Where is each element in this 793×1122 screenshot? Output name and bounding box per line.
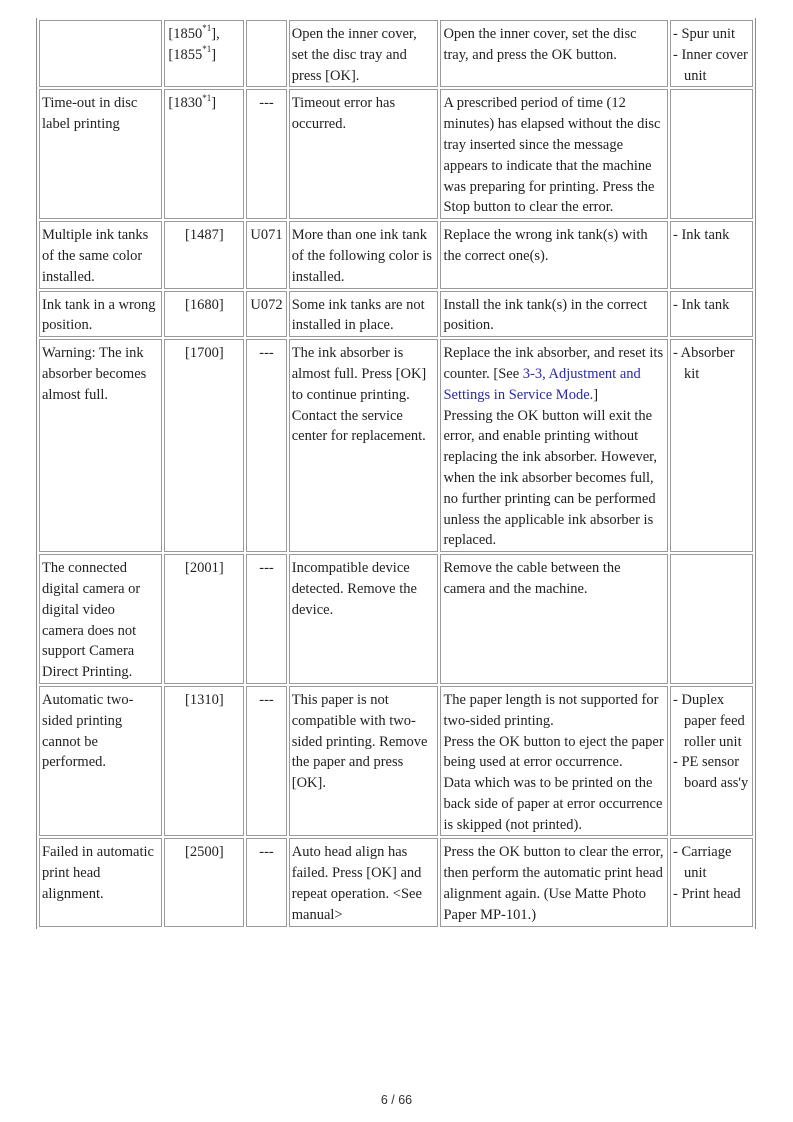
part-item: - PE sensor board ass'y	[673, 754, 749, 792]
table-row	[39, 221, 753, 288]
table-row	[39, 686, 753, 837]
part-item: - Print head	[673, 886, 741, 903]
parts-cell	[670, 291, 753, 338]
ucode-cell	[246, 20, 286, 87]
table-row	[39, 20, 753, 87]
cause-cell: Time-out in disc label printing	[39, 89, 162, 219]
part-item: - Inner cover unit	[673, 46, 748, 84]
part-item: - Ink tank	[673, 227, 730, 244]
cause-cell: Ink tank in a wrong position.	[39, 291, 162, 338]
parts-cell	[670, 686, 753, 837]
cause-cell	[39, 20, 162, 87]
solution-cell: Open the inner cover, set the disc tray, and press the OK button.	[440, 20, 668, 87]
cause-cell: The connected digital camera or digital video camera does not support Camera Direct Printing.	[39, 554, 162, 684]
message-cell: Incompatible device detected. Remove the device.	[289, 554, 439, 684]
solution-cell: Replace the wrong ink tank(s) with the correct one(s).	[440, 221, 668, 288]
ucode-cell: U071	[246, 221, 286, 288]
code-cell: [1487]	[164, 221, 244, 288]
parts-cell	[670, 554, 753, 684]
cause-cell: Automatic two-sided printing cannot be performed.	[39, 686, 162, 837]
ucode-cell: ---	[246, 89, 286, 219]
table-row	[39, 291, 753, 338]
ucode-cell: ---	[246, 339, 286, 552]
message-cell: More than one ink tank of the following color is installed.	[289, 221, 439, 288]
parts-cell	[670, 838, 753, 926]
code-cell: [1680]	[164, 291, 244, 338]
table-row	[39, 838, 753, 926]
error-code-table	[36, 18, 756, 929]
cause-cell: Failed in automatic print head alignment.	[39, 838, 162, 926]
message-cell: This paper is not compatible with two-sided printing. Remove the paper and press [OK].	[289, 686, 439, 837]
code-cell: [1310]	[164, 686, 244, 837]
ucode-cell: U072	[246, 291, 286, 338]
code-cell: [1700]	[164, 339, 244, 552]
solution-cell: Remove the cable between the camera and the machine.	[440, 554, 668, 684]
message-cell: Auto head align has failed. Press [OK] and repeat operation. <See manual>	[289, 838, 439, 926]
table-row	[39, 339, 753, 552]
part-item: - Duplex paper feed roller unit	[673, 691, 745, 750]
error-table-container	[36, 18, 756, 1084]
code-cell: [2001]	[164, 554, 244, 684]
message-cell: The ink absorber is almost full. Press [OK] to continue printing. Contact the service center for replacement.	[289, 339, 439, 552]
solution-cell: Replace the ink absorber, and reset its counter. [See 3-3, Adjustment and Settings in Service Mode.] Pressing the OK button will exit the error, and enable printing without replacing the ink absorber. However, when the ink absorber becomes full, no further printing can be performed unless the applicable ink absorber is replaced.	[440, 339, 668, 552]
ucode-cell: ---	[246, 686, 286, 837]
parts-cell	[670, 339, 753, 552]
part-item: - Spur unit	[673, 26, 736, 42]
solution-cell: A prescribed period of time (12 minutes) has elapsed without the disc tray inserted since the message appears to indicate that the machine was preparing for printing. Press the Stop button to clear the error.	[440, 89, 668, 219]
ucode-cell: ---	[246, 554, 286, 684]
solution-cell: Install the ink tank(s) in the correct position.	[440, 291, 668, 338]
message-cell: Timeout error has occurred.	[289, 89, 439, 219]
part-item: - Ink tank	[673, 296, 730, 313]
message-cell: Open the inner cover, set the disc tray and press [OK].	[289, 20, 439, 87]
cause-cell: Multiple ink tanks of the same color installed.	[39, 221, 162, 288]
code-cell: [1830$^{*1}$]	[164, 89, 244, 219]
solution-cell: Press the OK button to clear the error, then perform the automatic print head alignment again. (Use Matte Photo Paper MP-101.)	[440, 838, 668, 926]
cause-cell: Warning: The ink absorber becomes almost full.	[39, 339, 162, 552]
part-item: - Absorber kit	[673, 345, 735, 382]
parts-cell	[670, 221, 753, 288]
table-row	[39, 89, 753, 219]
table-row	[39, 554, 753, 684]
solution-cell: The paper length is not supported for two-sided printing. Press the OK button to eject the paper being used at error occurrence. Data which was to be printed on the back side of paper at error occurrence is skipped (not printed).	[440, 686, 668, 837]
ucode-cell: ---	[246, 838, 286, 926]
part-item: - Carriage unit	[673, 844, 732, 882]
code-cell: [2500]	[164, 838, 244, 926]
service-mode-link[interactable]: 3-3, Adjustment and Settings in Service Mode.	[443, 365, 641, 403]
code-cell: [1850$^{*1}$], [1855$^{*1}$]	[164, 20, 244, 87]
message-cell: Some ink tanks are not installed in place.	[289, 291, 439, 338]
page-number: 6 / 66	[380, 1093, 413, 1107]
parts-cell	[670, 89, 753, 219]
parts-cell	[670, 20, 753, 87]
